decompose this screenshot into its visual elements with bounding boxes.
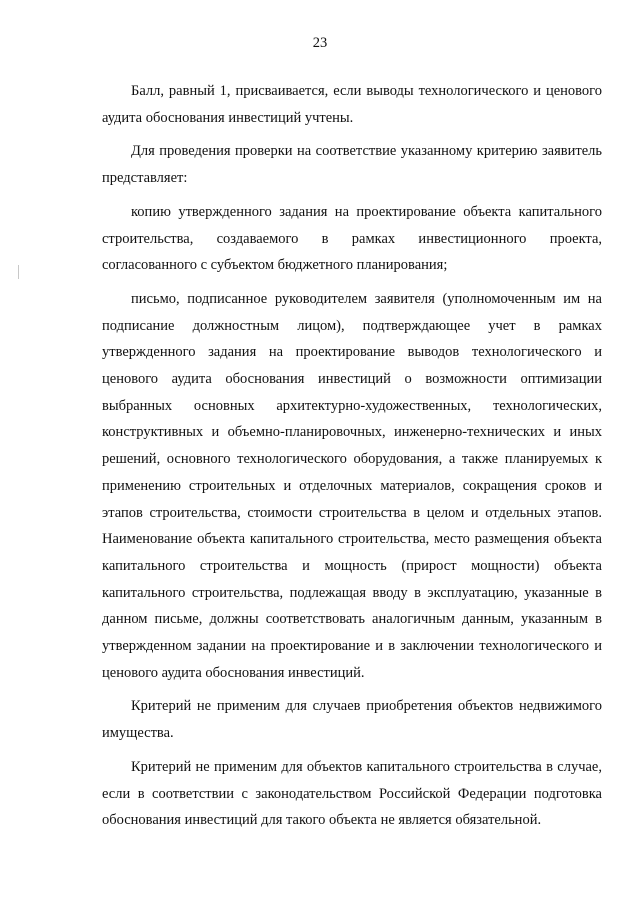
paragraph-score-rule: Балл, равный 1, присваивается, если выводы технологического и ценового аудита обоснования инвестиций учтены. [102,83,602,126]
paragraph-real-estate-exception: Критерий не применим для случаев приобретения объектов недвижимого имущества. [102,698,602,742]
scan-margin-mark [18,265,19,279]
page-number: 23 [312,35,328,51]
paragraph-applicant-submits: Для проведения проверки на соответствие указанному критерию заявитель представляет: [102,143,602,187]
paragraph-design-assignment-copy: копию утвержденного задания на проектирование объекта капитального строительства, создаваемого в рамках инвестиционного проекта, согласованного с субъектом бюджетного планирования; [102,203,602,274]
paragraph-legislation-exception: Критерий не применим для объектов капитального строительства в случае, если в соответствии с законодательством Российской Федерации подготовка обоснования инвестиций для такого объекта не является обязательной. [102,758,602,829]
document-body [102,78,602,834]
paragraph-confirmation-letter: письмо, подписанное руководителем заявителя (уполномоченным им на подписание должностным лицом), подтверждающее учет в рамках утвержденного задания на проектирование выводов технологического и ценового аудита обоснования инвестиций о возможности оптимизации выбранных основных архитектурно-художественных, технологических, конструктивных и объемно-планировочных, инженерно-технических и иных решений, основного технологического оборудования, а также планируемых к применению строительных и отделочных материалов, сокращения сроков и этапов строительства, стоимости строительства в целом и отдельных этапов. Наименование объекта капитального строительства, место размещения объекта капитального строительства и мощность (прирост мощности) объекта капитального строительства, подлежащая вводу в эксплуатацию, указанные в данном письме, должны соответствовать аналогичным данным, указанным в утвержденном задании на проектирование и в заключении технологического и ценового аудита обоснования инвестиций. [102,290,602,681]
